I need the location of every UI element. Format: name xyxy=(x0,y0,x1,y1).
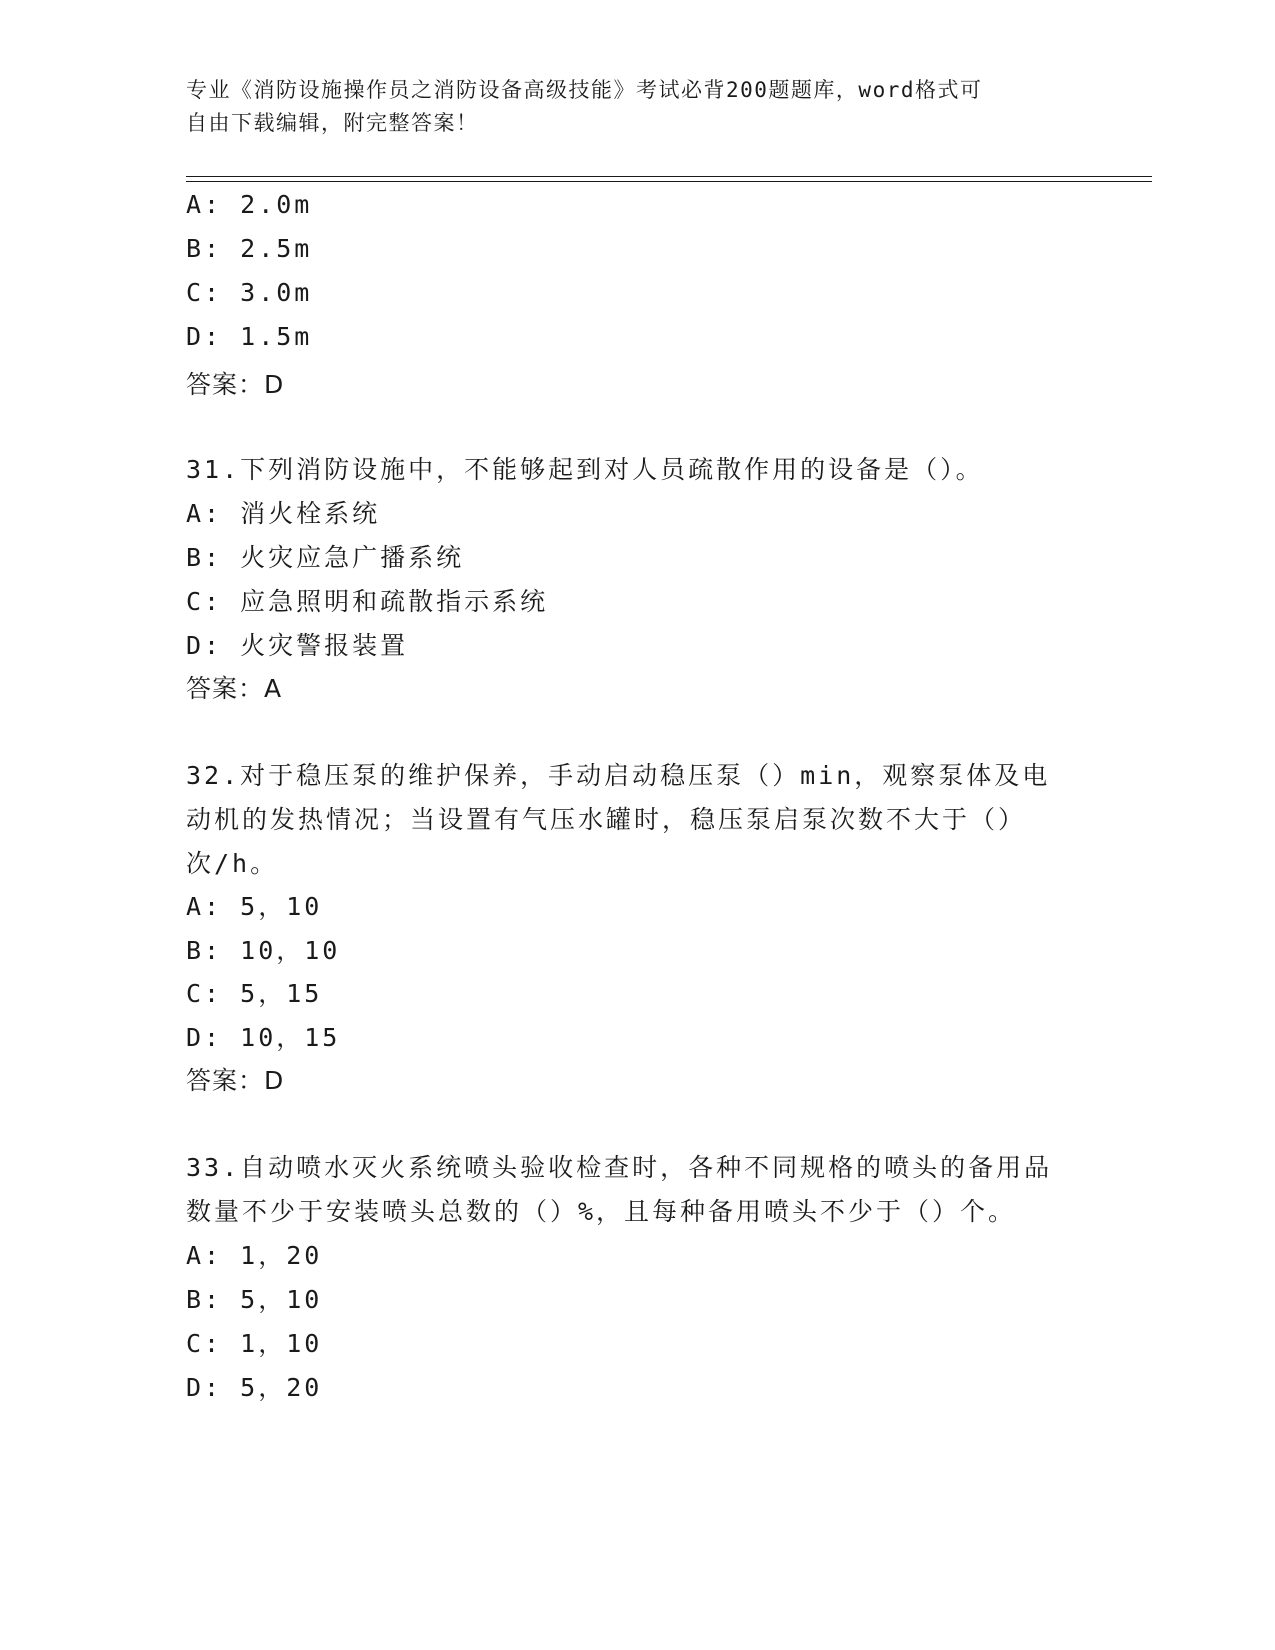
option-b: B: 2.5m xyxy=(186,234,313,263)
option-d: D: 5，20 xyxy=(186,1373,323,1402)
question-stem-line-1: 33.自动喷水灭火系统喷头验收检查时，各种不同规格的喷头的备用品 xyxy=(186,1153,1053,1182)
question-30 xyxy=(186,190,1086,399)
header-line-2: 自由下载编辑，附完整答案！ xyxy=(186,111,479,135)
question-stem-line-2: 数量不少于安装喷头总数的（）%，且每种备用喷头不少于（）个。 xyxy=(186,1197,1017,1226)
option-c: C: 1，10 xyxy=(186,1329,323,1358)
answer-label: 答案：A xyxy=(186,674,283,703)
option-c: C: 5，15 xyxy=(186,979,323,1008)
document-header xyxy=(186,74,1066,140)
question-32 xyxy=(186,756,1086,1095)
option-a: A: 5，10 xyxy=(186,892,323,921)
option-a: A: 2.0m xyxy=(186,190,313,219)
option-b: B: 火灾应急广播系统 xyxy=(186,543,465,572)
question-stem-line-3: 次/h。 xyxy=(186,849,279,878)
option-a: A: 1，20 xyxy=(186,1241,323,1270)
question-stem: 31.下列消防设施中，不能够起到对人员疏散作用的设备是（）。 xyxy=(186,455,984,484)
option-c: C: 应急照明和疏散指示系统 xyxy=(186,587,549,616)
header-divider-bottom xyxy=(186,181,1152,182)
option-c: C: 3.0m xyxy=(186,278,313,307)
answer-label: 答案：D xyxy=(186,370,285,399)
question-33 xyxy=(186,1148,1086,1402)
question-stem-line-1: 32.对于稳压泵的维护保养，手动启动稳压泵（）min，观察泵体及电 xyxy=(186,761,1051,790)
option-d: D: 10，15 xyxy=(186,1023,341,1052)
option-b: B: 10，10 xyxy=(186,936,341,965)
option-d: D: 1.5m xyxy=(186,322,313,351)
question-stem-line-2: 动机的发热情况；当设置有气压水罐时，稳压泵启泵次数不大于（） xyxy=(186,805,1027,834)
header-line-1: 专业《消防设施操作员之消防设备高级技能》考试必背200题题库，word格式可 xyxy=(186,78,983,102)
question-31 xyxy=(186,450,1086,703)
option-a: A: 消火栓系统 xyxy=(186,499,381,528)
option-d: D: 火灾警报装置 xyxy=(186,631,409,660)
option-b: B: 5，10 xyxy=(186,1285,323,1314)
answer-label: 答案：D xyxy=(186,1066,285,1095)
header-divider-top xyxy=(186,176,1152,177)
